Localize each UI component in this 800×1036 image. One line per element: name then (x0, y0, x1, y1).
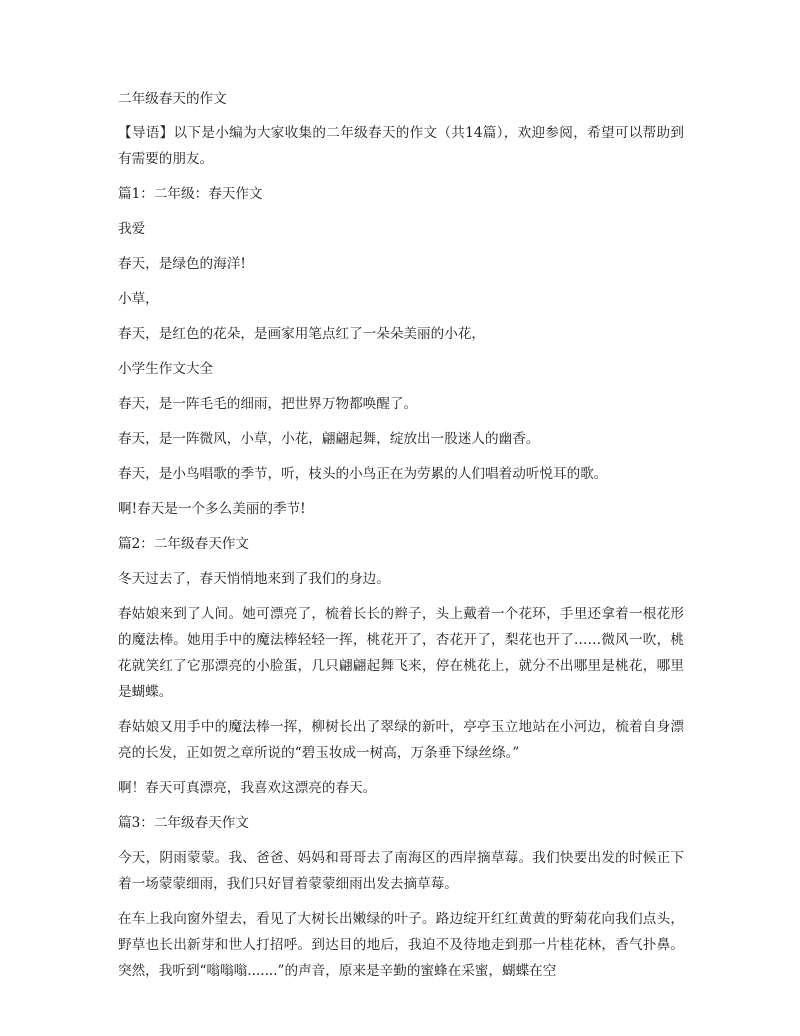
paragraph: 啊！春天可真漂亮，我喜欢这漂亮的春天。 (118, 780, 377, 796)
paragraph: 春姑娘又用手中的魔法棒一挥，柳树长出了翠绿的新叶，亭亭玉立地站在小河边，梳着自身漂亮的长发，正如贺之章所说的“碧玉妆成一树高，万条垂下绿丝绦。” (118, 719, 684, 761)
paragraph: 我爱 (118, 221, 146, 237)
paragraph: 今天，阴雨蒙蒙。我、爸爸、妈妈和哥哥去了南海区的西岸摘草莓。我们快要出发的时候正下着一场蒙蒙细雨，我们只好冒着蒙蒙细雨出发去摘草莓。 (118, 850, 684, 892)
paragraph: 冬天过去了，春天悄悄地来到了我们的身边。 (118, 571, 390, 587)
section-heading: 篇3：二年级春天作文 (118, 815, 249, 831)
document-body (118, 86, 684, 993)
paragraph: 春天，是一阵微风，小草，小花，翩翩起舞，绽放出一股迷人的幽香。 (118, 431, 540, 447)
intro-paragraph: 【导语】以下是小编为大家收集的二年级春天的作文（共14篇），欢迎参阅，希望可以帮助到有需要的朋友。 (118, 125, 684, 167)
paragraph: 小学生作文大全 (118, 361, 214, 377)
paragraph: 春天，是小鸟唱歌的季节，听，枝头的小鸟正在为劳累的人们唱着动听悦耳的歌。 (118, 466, 608, 482)
paragraph: 春天，是绿色的海洋! (118, 256, 246, 272)
paragraph: 小草， (118, 291, 159, 307)
section-heading: 篇2：二年级春天作文 (118, 536, 249, 552)
paragraph: 春天，是一阵毛毛的细雨，把世界万物都唤醒了。 (118, 396, 418, 412)
paragraph: 春姑娘来到了人间。她可漂亮了，梳着长长的辫子，头上戴着一个花环，手里还拿着一根花形的魔法棒。她用手中的魔法棒轻轻一挥，桃花开了，杏花开了，梨花也开了……微风一吹，桃花就笑红了它那漂亮的小脸蛋，几只翩翩起舞飞来，停在桃花上，就分不出哪里是桃花，哪里是蝴蝶。 (118, 606, 684, 700)
paragraph: 在车上我向窗外望去，看见了大树长出嫩绿的叶子。路边绽开红红黄黄的野菊花向我们点头，野草也长出新芽和世人打招呼。到达目的地后，我迫不及待地走到那一片桂花林，香气扑鼻。突然，我听到“嗡嗡嗡.......”的声音，原来是辛勤的蜜蜂在采蜜，蝴蝶在空 (118, 911, 684, 979)
document-title: 二年级春天的作文 (118, 91, 227, 107)
paragraph: 春天，是红色的花朵，是画家用笔点红了一朵朵美丽的小花， (118, 326, 486, 342)
section-heading: 篇1：二年级：春天作文 (118, 186, 263, 202)
paragraph: 啊!春天是一个多么美丽的季节! (118, 501, 306, 517)
